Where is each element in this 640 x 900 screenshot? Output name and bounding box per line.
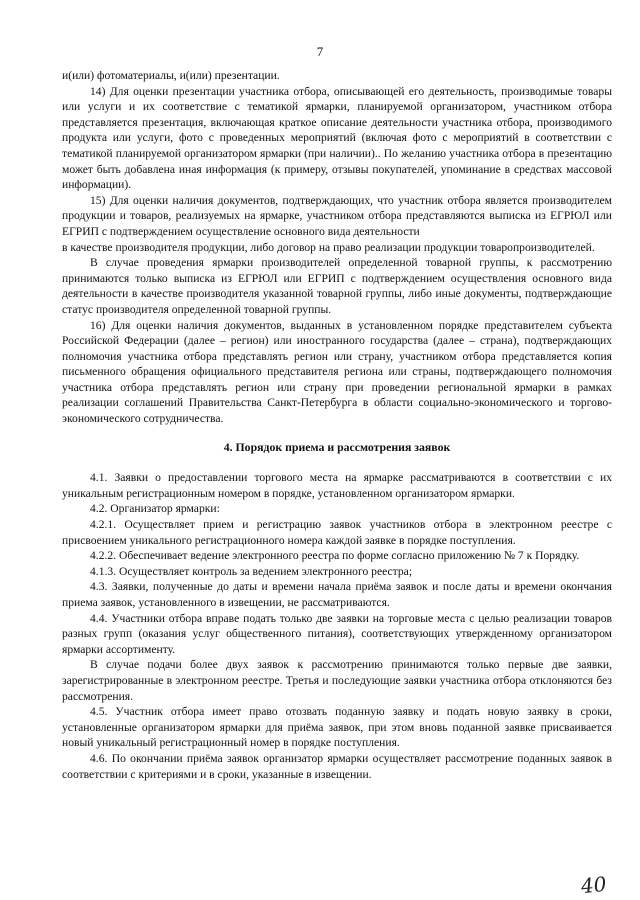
document-body — [62, 68, 612, 782]
paragraph-4-4: 4.4. Участники отбора вправе подать только две заявки на торговые места с целью реализации товаров разных групп (оказания услуг общественного питания), соответствующих утвержденному организатором ярмарки ассортименту. — [62, 611, 612, 656]
paragraph-item-16: 16) Для оценки наличия документов, выданных в установленном порядке представителем субъекта Российской Федерации (далее – регион) или иностранного государства (далее – страна), подтверждающих полномочия участника отбора представлять регион или страну, участником отбора представляется копия письменного обращения официального представителя региона или страны, подтверждающего полномочия участника отбора представлять регион или страну при проведении региональной ярмарки в рамках реализации соглашений Правительства Санкт-Петербурга в области социально-экономического и торгово-экономического сотрудничества. — [62, 318, 612, 426]
paragraph-4-2-2: 4.2.2. Обеспечивает ведение электронного реестра по форме согласно приложению № 7 к Порядку. — [90, 549, 580, 563]
paragraph-product-group: В случае проведения ярмарки производителей определенной товарной группы, к рассмотрению принимаются только выписка из ЕГРЮЛ или ЕГРИП с подтверждением осуществления основного вида деятельности в качестве производителя указанной товарной группы, либо иные документы, подтверждающие статус производителя определенной товарной группы. — [62, 256, 612, 316]
page-number: 7 — [316, 44, 324, 59]
paragraph-4-1: 4.1. Заявки о предоставлении торгового места на ярмарке рассматриваются в соответствии с их уникальным регистрационным номером в порядке, установленном организатором ярмарки. — [62, 471, 612, 500]
paragraph-4-2-1: 4.2.1. Осуществляет прием и регистрацию заявок участников отбора в электронном реестре с присвоением уникального регистрационного номера каждой заявке в порядке поступления. — [62, 518, 612, 547]
paragraph-continuation: и(или) фотоматериалы, и(или) презентации. — [62, 69, 280, 82]
paragraph-item-14: 14) Для оценки презентации участника отбора, описывающей его деятельность, производимые товары или услуги и их соответствие с тематикой ярмарки, планируемой организатором, участником отбора представляется презентация, включающая краткое описание деятельности участника отбора, производимого продукта или услуги, фото с проведенных мероприятий (включая фото с мероприятий в соответствии с тематикой планируемой организатором ярмарки (при наличии).. По желанию участника отбора в презентацию может быть добавлена иная информация (к примеру, отзывы покупателей, упоминание в средствах массовой информации). — [62, 84, 612, 192]
paragraph-4-2: 4.2. Организатор ярмарки: — [90, 502, 220, 516]
paragraph-item-15-cont: в качестве производителя продукции, либо договор на право реализации продукции товаропроизводителей. — [62, 240, 595, 254]
paragraph-4-4-cont: В случае подачи более двух заявок к рассмотрению принимаются только первые две заявки, зарегистрированные в электронном реестре. Третья и последующие заявки участника отбора отклоняются без рассмотрения. — [62, 658, 612, 703]
handwritten-page-number: 40 — [579, 872, 608, 899]
paragraph-4-1-3: 4.1.3. Осуществляет контроль за ведением электронного реестра; — [90, 564, 413, 578]
paragraph-4-6: 4.6. По окончании приёма заявок организатор ярмарки осуществляет рассмотрение поданных заявок в соответствии с критериями и в сроки, указанные в извещении. — [62, 751, 612, 781]
paragraph-4-5: 4.5. Участник отбора имеет право отозвать поданную заявку и подать новую заявку в сроки, установленные организатором ярмарки для приёма заявок, при этом вновь поданной заявке присваивается новый уникальный регистрационный номер в порядке поступления. — [62, 705, 612, 750]
paragraph-item-15: 15) Для оценки наличия документов, подтверждающих, что участник отбора является производителем продукции и товаров, реализуемых на ярмарке, участником отбора представляются выписка из ЕГРЮЛ или ЕГРИП с подтверждением осуществление основного вида деятельности — [62, 193, 612, 238]
paragraph-4-3: 4.3. Заявки, полученные до даты и времени начала приёма заявок и после даты и времени окончания приема заявок, установленного в извещении, не рассматриваются. — [62, 580, 612, 609]
section-heading: 4. Порядок приема и рассмотрения заявок — [223, 439, 451, 454]
